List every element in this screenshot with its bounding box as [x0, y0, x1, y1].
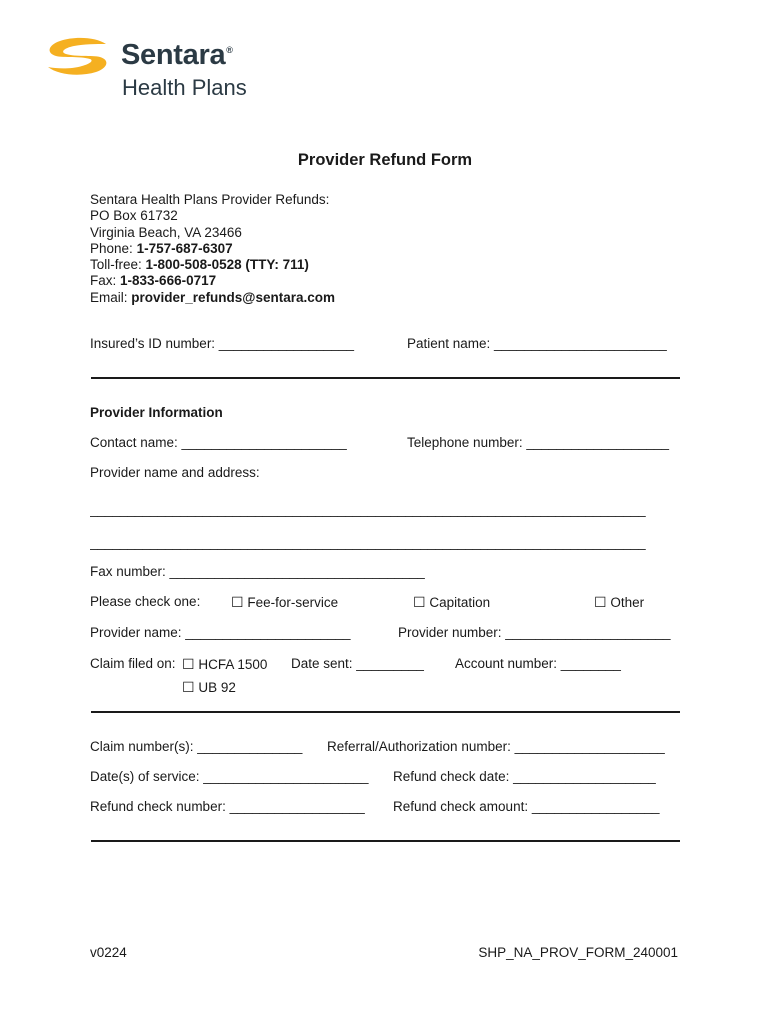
provider-name-address-label: Provider name and address: [90, 465, 260, 480]
divider-1 [91, 377, 680, 379]
patient-name-field[interactable]: Patient name: _______________________ [407, 336, 667, 351]
insured-id-field[interactable]: Insured’s ID number: __________________ [90, 336, 354, 351]
checkbox-icon[interactable]: ☐ [231, 594, 244, 610]
provider-info-heading: Provider Information [90, 405, 223, 420]
referral-number-field[interactable]: Referral/Authorization number: ____________________ [327, 739, 665, 754]
checkbox-icon[interactable]: ☐ [182, 679, 195, 695]
brand-name: Sentara® [121, 39, 233, 71]
checkbox-icon[interactable]: ☐ [182, 656, 195, 672]
provider-name-field[interactable]: Provider name: ______________________ [90, 625, 351, 640]
contact-block [90, 192, 335, 306]
phone-line: Phone: 1-757-687-6307 [90, 240, 233, 256]
telephone-field[interactable]: Telephone number: ___________________ [407, 435, 669, 450]
address-line-2[interactable]: __________________________________________________________________________ [90, 535, 646, 550]
city-line: Virginia Beach, VA 23466 [90, 224, 242, 240]
address-line-1[interactable]: __________________________________________________________________________ [90, 502, 646, 517]
option-other[interactable]: ☐ Other [594, 594, 645, 610]
contact-heading: Sentara Health Plans Provider Refunds: [90, 192, 330, 207]
phone-value: 1-757-687-6307 [136, 240, 233, 256]
refund-check-number-field[interactable]: Refund check number: __________________ [90, 799, 365, 814]
sentara-logo-icon [44, 36, 112, 78]
checkbox-icon[interactable]: ☐ [594, 594, 607, 610]
divider-3 [91, 840, 680, 842]
refund-check-date-field[interactable]: Refund check date: ___________________ [393, 769, 656, 784]
account-number-field[interactable]: Account number: ________ [455, 656, 621, 671]
check-one-label: Please check one: [90, 594, 201, 609]
fax-number-field[interactable]: Fax number: __________________________________ [90, 564, 425, 579]
provider-number-field[interactable]: Provider number: ______________________ [398, 625, 671, 640]
email-value: provider_refunds@sentara.com [131, 289, 336, 305]
option-ub-92[interactable]: ☐ UB 92 [182, 679, 236, 695]
divider-2 [91, 711, 680, 713]
registered-mark: ® [226, 45, 233, 55]
brand-subtitle: Health Plans [122, 75, 247, 100]
option-capitation[interactable]: ☐ Capitation [413, 594, 491, 610]
claim-filed-label: Claim filed on: [90, 656, 176, 671]
form-code: SHP_NA_PROV_FORM_240001 [478, 945, 678, 960]
email-line: Email: provider_refunds@sentara.com [90, 289, 336, 305]
fax-value: 1-833-666-0717 [120, 273, 217, 289]
dates-of-service-field[interactable]: Date(s) of service: ______________________ [90, 769, 369, 784]
option-fee-for-service[interactable]: ☐ Fee-for-service [231, 594, 339, 610]
version-label: v0224 [90, 945, 127, 960]
tollfree-value: 1-800-508-0528 (TTY: 711) [145, 257, 309, 273]
contact-name-field[interactable]: Contact name: ______________________ [90, 435, 347, 450]
po-box: PO Box 61732 [90, 208, 178, 224]
form-title: Provider Refund Form [297, 151, 473, 169]
date-sent-field[interactable]: Date sent: _________ [291, 656, 424, 671]
fax-line: Fax: 1-833-666-0717 [90, 273, 217, 289]
checkbox-icon[interactable]: ☐ [413, 594, 426, 610]
claim-numbers-field[interactable]: Claim number(s): ______________ [90, 739, 303, 754]
option-hcfa-1500[interactable]: ☐ HCFA 1500 [182, 656, 268, 672]
tollfree-line: Toll-free: 1-800-508-0528 (TTY: 711) [90, 257, 309, 273]
refund-check-amount-field[interactable]: Refund check amount: _________________ [393, 799, 660, 814]
